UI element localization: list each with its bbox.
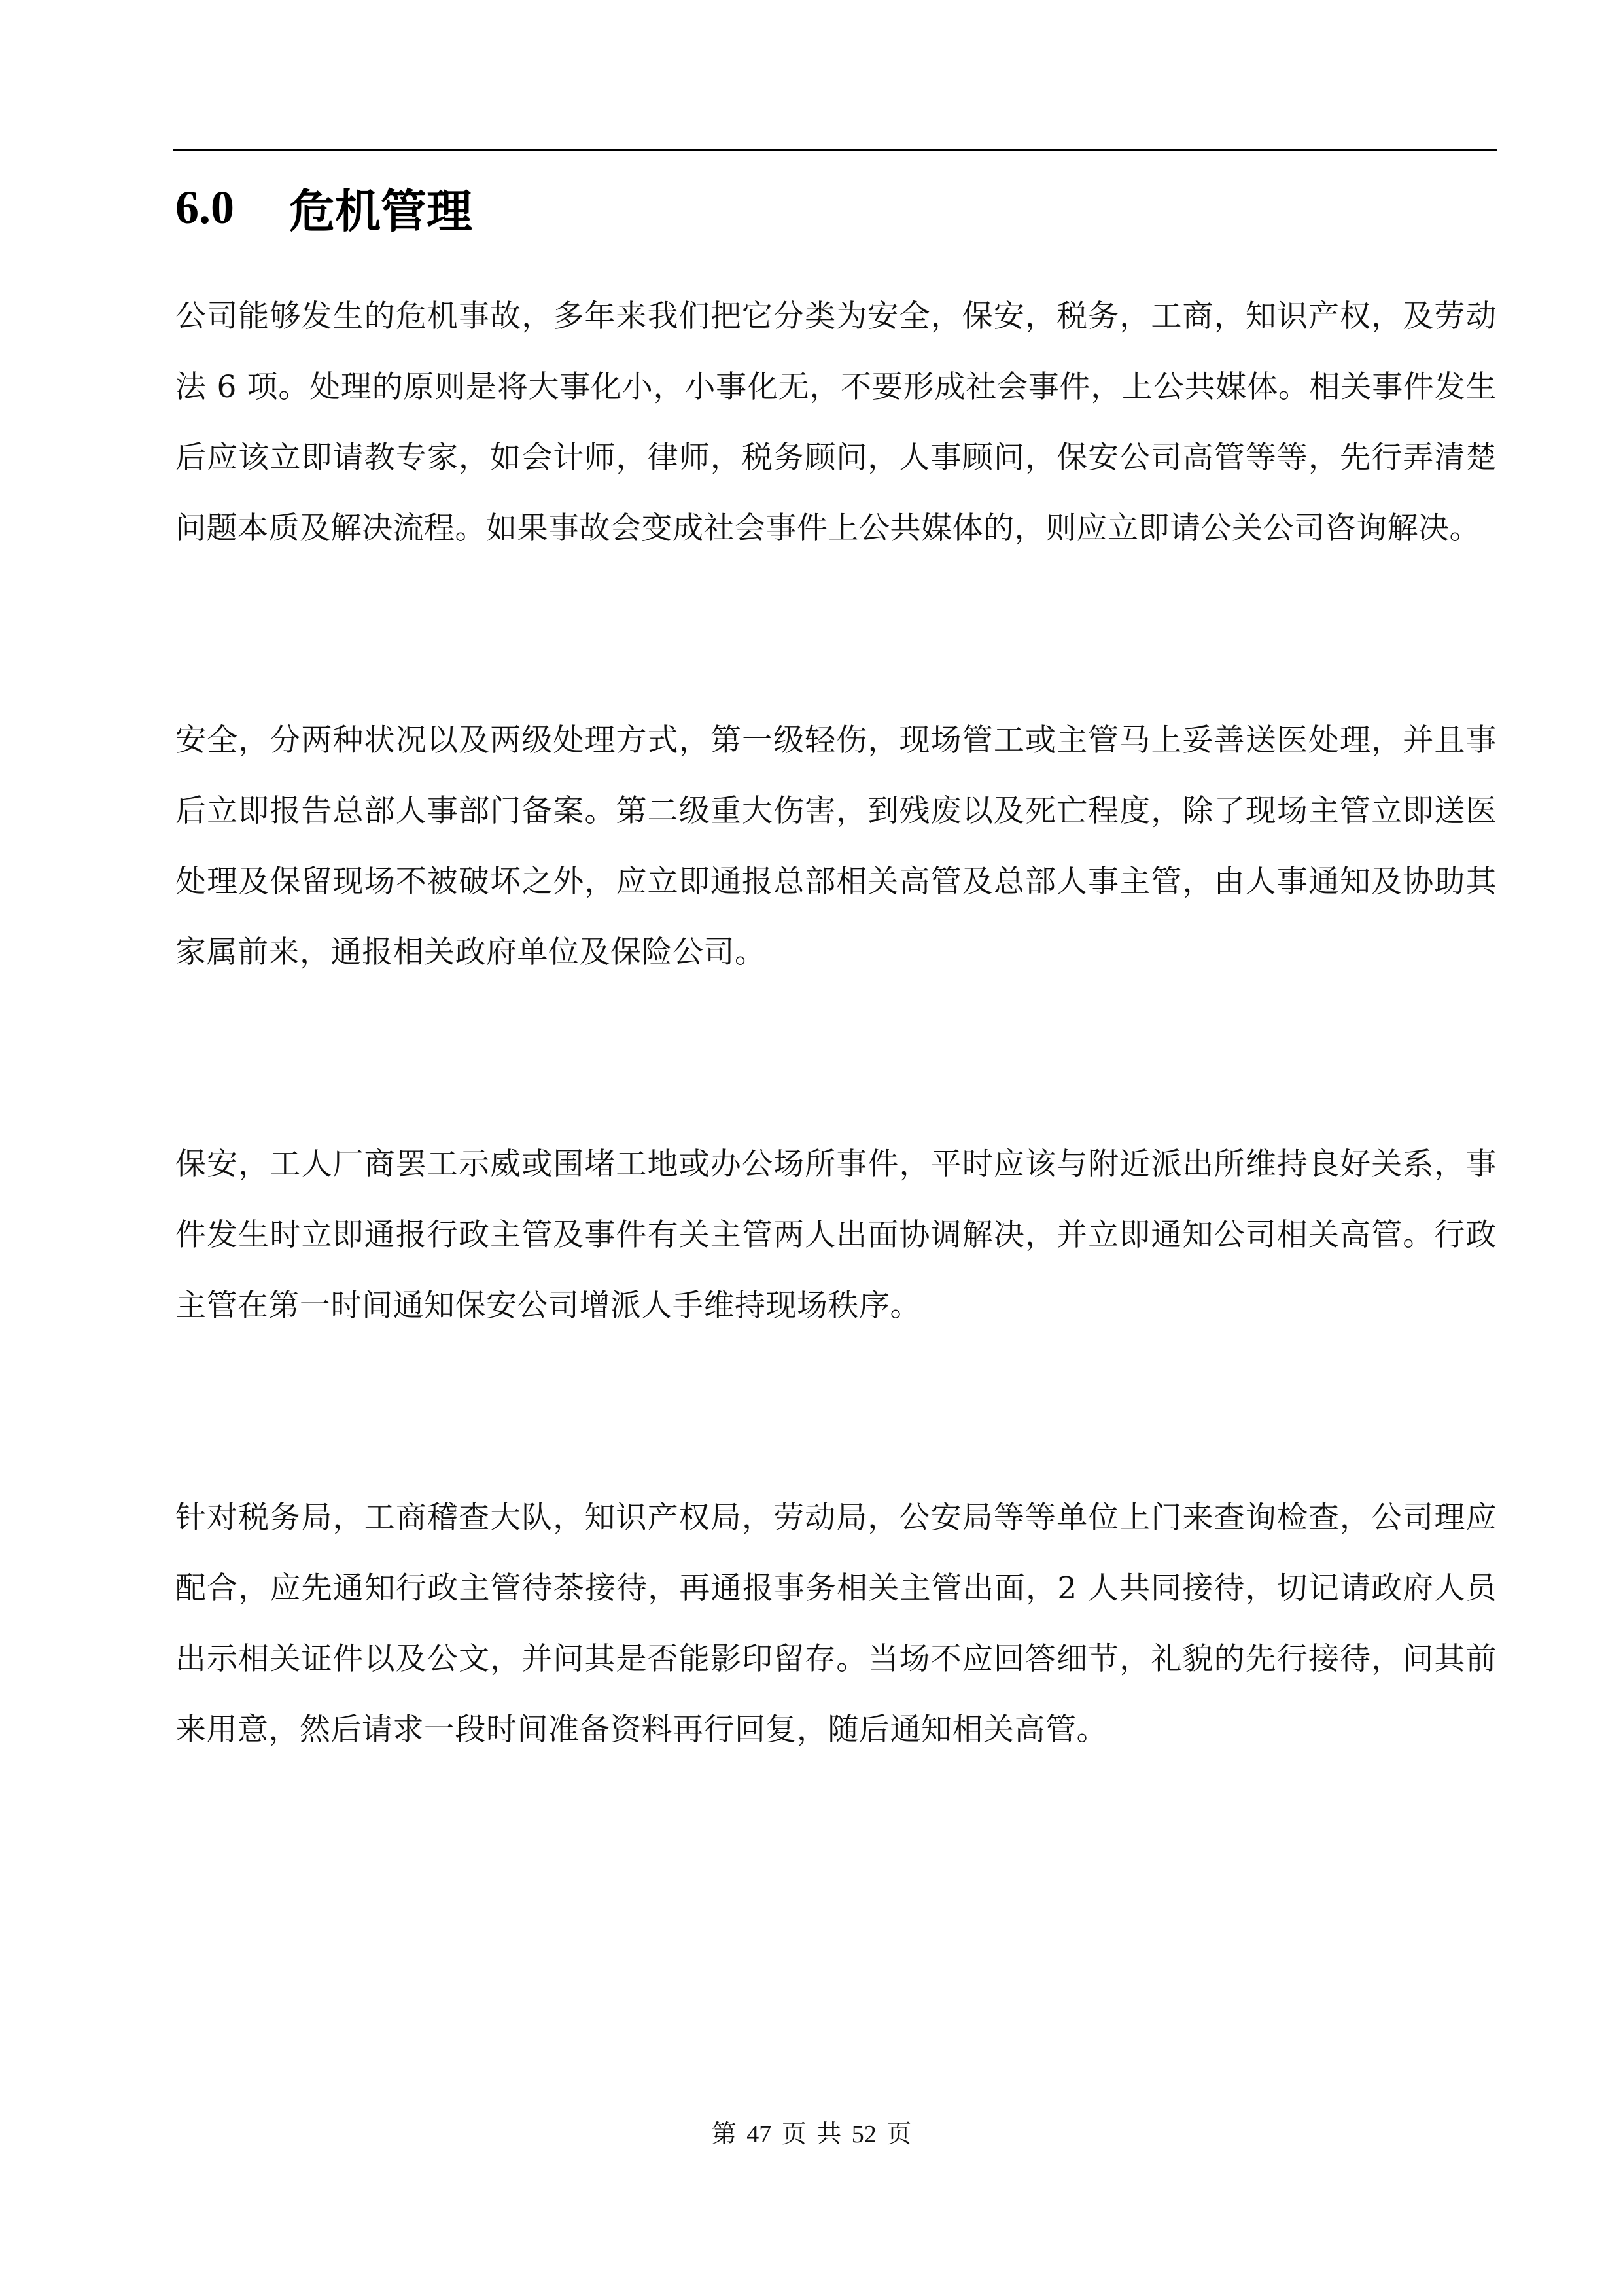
section-title: 危机管理 — [289, 184, 472, 238]
body-text — [175, 281, 1497, 1765]
header-rule — [173, 149, 1497, 151]
paragraph-government-inspection: 针对税务局，工商稽查大队，知识产权局，劳动局，公安局等等单位上门来查询检查，公司理应配合，应先通知行政主管待茶接待，再通报事务相关主管出面，2 人共同接待，切记请政府人员出示相关证件以及公文，并问其是否能影印留存。当场不应回答细节，礼貌的先行接待，问其前来用意，然后请求一段时间准备资料再行回复，随后通知相关高管。 — [175, 1500, 1497, 1748]
section-number: 6.0 — [175, 181, 234, 234]
section-heading — [175, 171, 472, 243]
paragraph-security: 保安，工人厂商罢工示威或围堵工地或办公场所事件，平时应该与附近派出所维持良好关系，事件发生时立即通报行政主管及事件有关主管两人出面协调解决，并立即通知公司相关高管。行政主管在第一时间通知保安公司增派人手维持现场秩序。 — [175, 1146, 1497, 1324]
page-number-footer: 第 47 页 共 52 页 — [711, 2121, 912, 2148]
paragraph-safety: 安全，分两种状况以及两级处理方式，第一级轻伤，现场管工或主管马上妥善送医处理，并且事后立即报告总部人事部门备案。第二级重大伤害，到残废以及死亡程度，除了现场主管立即送医处理及保留现场不被破坏之外，应立即通报总部相关高管及总部人事主管，由人事通知及协助其家属前来，通报相关政府单位及保险公司。 — [175, 722, 1497, 970]
paragraph-overview: 公司能够发生的危机事故，多年来我们把它分类为安全，保安，税务，工商，知识产权，及劳动法 6 项。处理的原则是将大事化小，小事化无，不要形成社会事件，上公共媒体。相关事件发生后应该立即请教专家，如会计师，律师，税务顾问，人事顾问，保安公司高管等等，先行弄清楚问题本质及解决流程。如果事故会变成社会事件上公共媒体的，则应立即请公关公司咨询解决。 — [175, 298, 1497, 546]
